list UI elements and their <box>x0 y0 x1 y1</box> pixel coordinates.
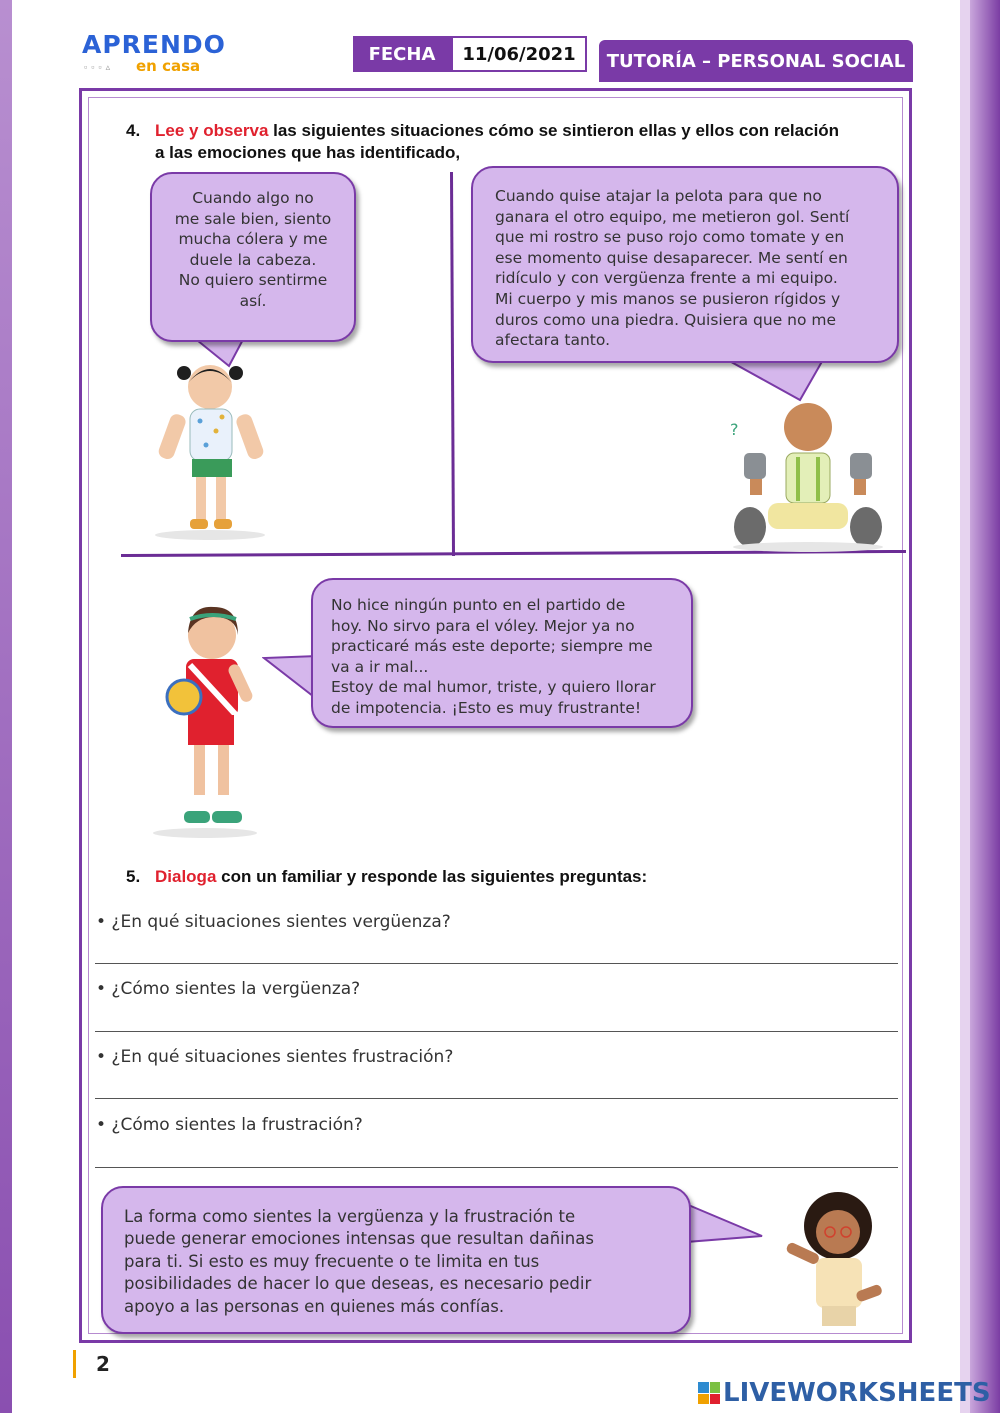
bubble-boy-line: duros como una piedra. Quisiera que no me <box>495 310 837 329</box>
bubble-boy-line: Mi cuerpo y mis manos se pusieron rígidos y <box>495 289 841 308</box>
closing-bubble-line: puede generar emociones intensas que resultan dañinas <box>124 1229 594 1249</box>
svg-text:?: ? <box>730 420 739 439</box>
right-border-stripe-light <box>960 0 970 1413</box>
bubble-boy-line: ridículo y con vergüenza frente a mi equipo. <box>495 269 838 288</box>
question-frustration-situations: • ¿En qué situaciones sientes frustración? <box>96 1047 454 1067</box>
closing-bubble-tail <box>684 1198 766 1248</box>
section5-instruction <box>126 866 906 888</box>
angry-girl-illustration <box>150 355 270 540</box>
date-label: FECHA <box>353 36 451 72</box>
answer-line[interactable] <box>95 1167 898 1168</box>
bubble-girl-line: así. <box>239 291 267 310</box>
bubble-girl-line: Cuando algo no <box>192 189 314 207</box>
date-value: 11/06/2021 <box>451 36 587 72</box>
page-number: 2 <box>73 1350 110 1378</box>
brand-text: LIVEWORKSHEETS <box>723 1378 991 1408</box>
goalkeeper-boy-illustration <box>728 395 888 555</box>
closing-speech-bubble <box>101 1186 691 1334</box>
bubble-volley-line: No hice ningún punto en el partido de <box>331 596 626 614</box>
answer-line[interactable] <box>95 1098 898 1099</box>
section5-text: con un familiar y responde las siguientes preguntas: <box>216 867 648 886</box>
section4-text-line2: a las emociones que has identificado, <box>155 143 461 162</box>
section4-number: 4. <box>126 121 141 140</box>
aprendo-en-casa-logo <box>82 32 226 74</box>
bubble-girl-line: me sale bien, siento <box>174 209 332 228</box>
section5-highlight: Dialoga <box>155 867 217 886</box>
volleyball-girl-illustration <box>150 595 260 840</box>
bubble-volley-line: de impotencia. ¡Esto es muy frustrante! <box>331 698 642 717</box>
left-border-stripe <box>0 0 12 1413</box>
bubble-girl-line: duele la cabeza. <box>189 250 317 269</box>
section5-number: 5. <box>126 867 141 886</box>
question-how-frustration: • ¿Cómo sientes la frustración? <box>96 1115 363 1135</box>
bubble-volley-line: va a ir mal... <box>331 657 429 676</box>
right-border-stripe <box>970 0 1000 1413</box>
closing-bubble-line: apoyo a las personas en quienes más confías. <box>124 1296 505 1316</box>
section4-highlight: Lee y observa <box>155 121 269 140</box>
curly-hair-girl-illustration <box>778 1188 898 1333</box>
liveworksheets-brand <box>698 1378 991 1408</box>
bubble-volley-line: hoy. No sirvo para el vóley. Mejor ya no <box>331 616 635 635</box>
closing-bubble-line: para ti. Si esto es muy frecuente o te limita en tus <box>124 1251 540 1271</box>
bubble-boy-line: Cuando quise atajar la pelota para que no <box>495 187 822 205</box>
bubble-volley-line: practicaré más este deporte; siempre me <box>331 637 653 656</box>
closing-bubble-line: posibilidades de hacer lo que deseas, es necesario pedir <box>124 1274 592 1294</box>
logo-dots-icon: ▫▫▫▵ <box>84 62 115 72</box>
section4-instruction <box>126 120 906 164</box>
bubble-boy-line: ese momento quise desaparecer. Me sentí en <box>495 248 848 267</box>
speech-bubble-volley-frustration <box>311 578 693 728</box>
question-how-shame: • ¿Cómo sientes la vergüenza? <box>96 979 361 999</box>
section4-text-line1: las siguientes situaciones cómo se sintieron ellas y ellos con relación <box>268 121 840 140</box>
speech-bubble-boy-shame <box>471 166 899 363</box>
answer-line[interactable] <box>95 963 898 964</box>
bubble-volley-line: Estoy de mal humor, triste, y quiero llorar <box>331 678 656 697</box>
logo-sub-text: en casa <box>136 57 201 75</box>
speech-bubble-girl-anger <box>150 172 356 342</box>
bubble-boy-line: afectara tanto. <box>495 331 611 350</box>
liveworksheets-logo-icon <box>698 1382 720 1404</box>
bubble-girl-line: mucha cólera y me <box>178 230 328 249</box>
bubble-boy-line: que mi rostro se puso rojo como tomate y en <box>495 228 845 247</box>
logo-main-text: APRENDO <box>82 30 226 59</box>
closing-bubble-line: La forma como sientes la vergüenza y la frustración te <box>124 1207 576 1226</box>
bubble-girl-line: No quiero sentirme <box>178 271 328 290</box>
bubble-boy-line: ganara el otro equipo, me metieron gol. Sentí <box>495 207 850 226</box>
answer-line[interactable] <box>95 1031 898 1032</box>
question-shame-situations: • ¿En qué situaciones sientes vergüenza? <box>96 912 451 932</box>
subject-title: TUTORÍA – PERSONAL SOCIAL <box>599 40 913 82</box>
